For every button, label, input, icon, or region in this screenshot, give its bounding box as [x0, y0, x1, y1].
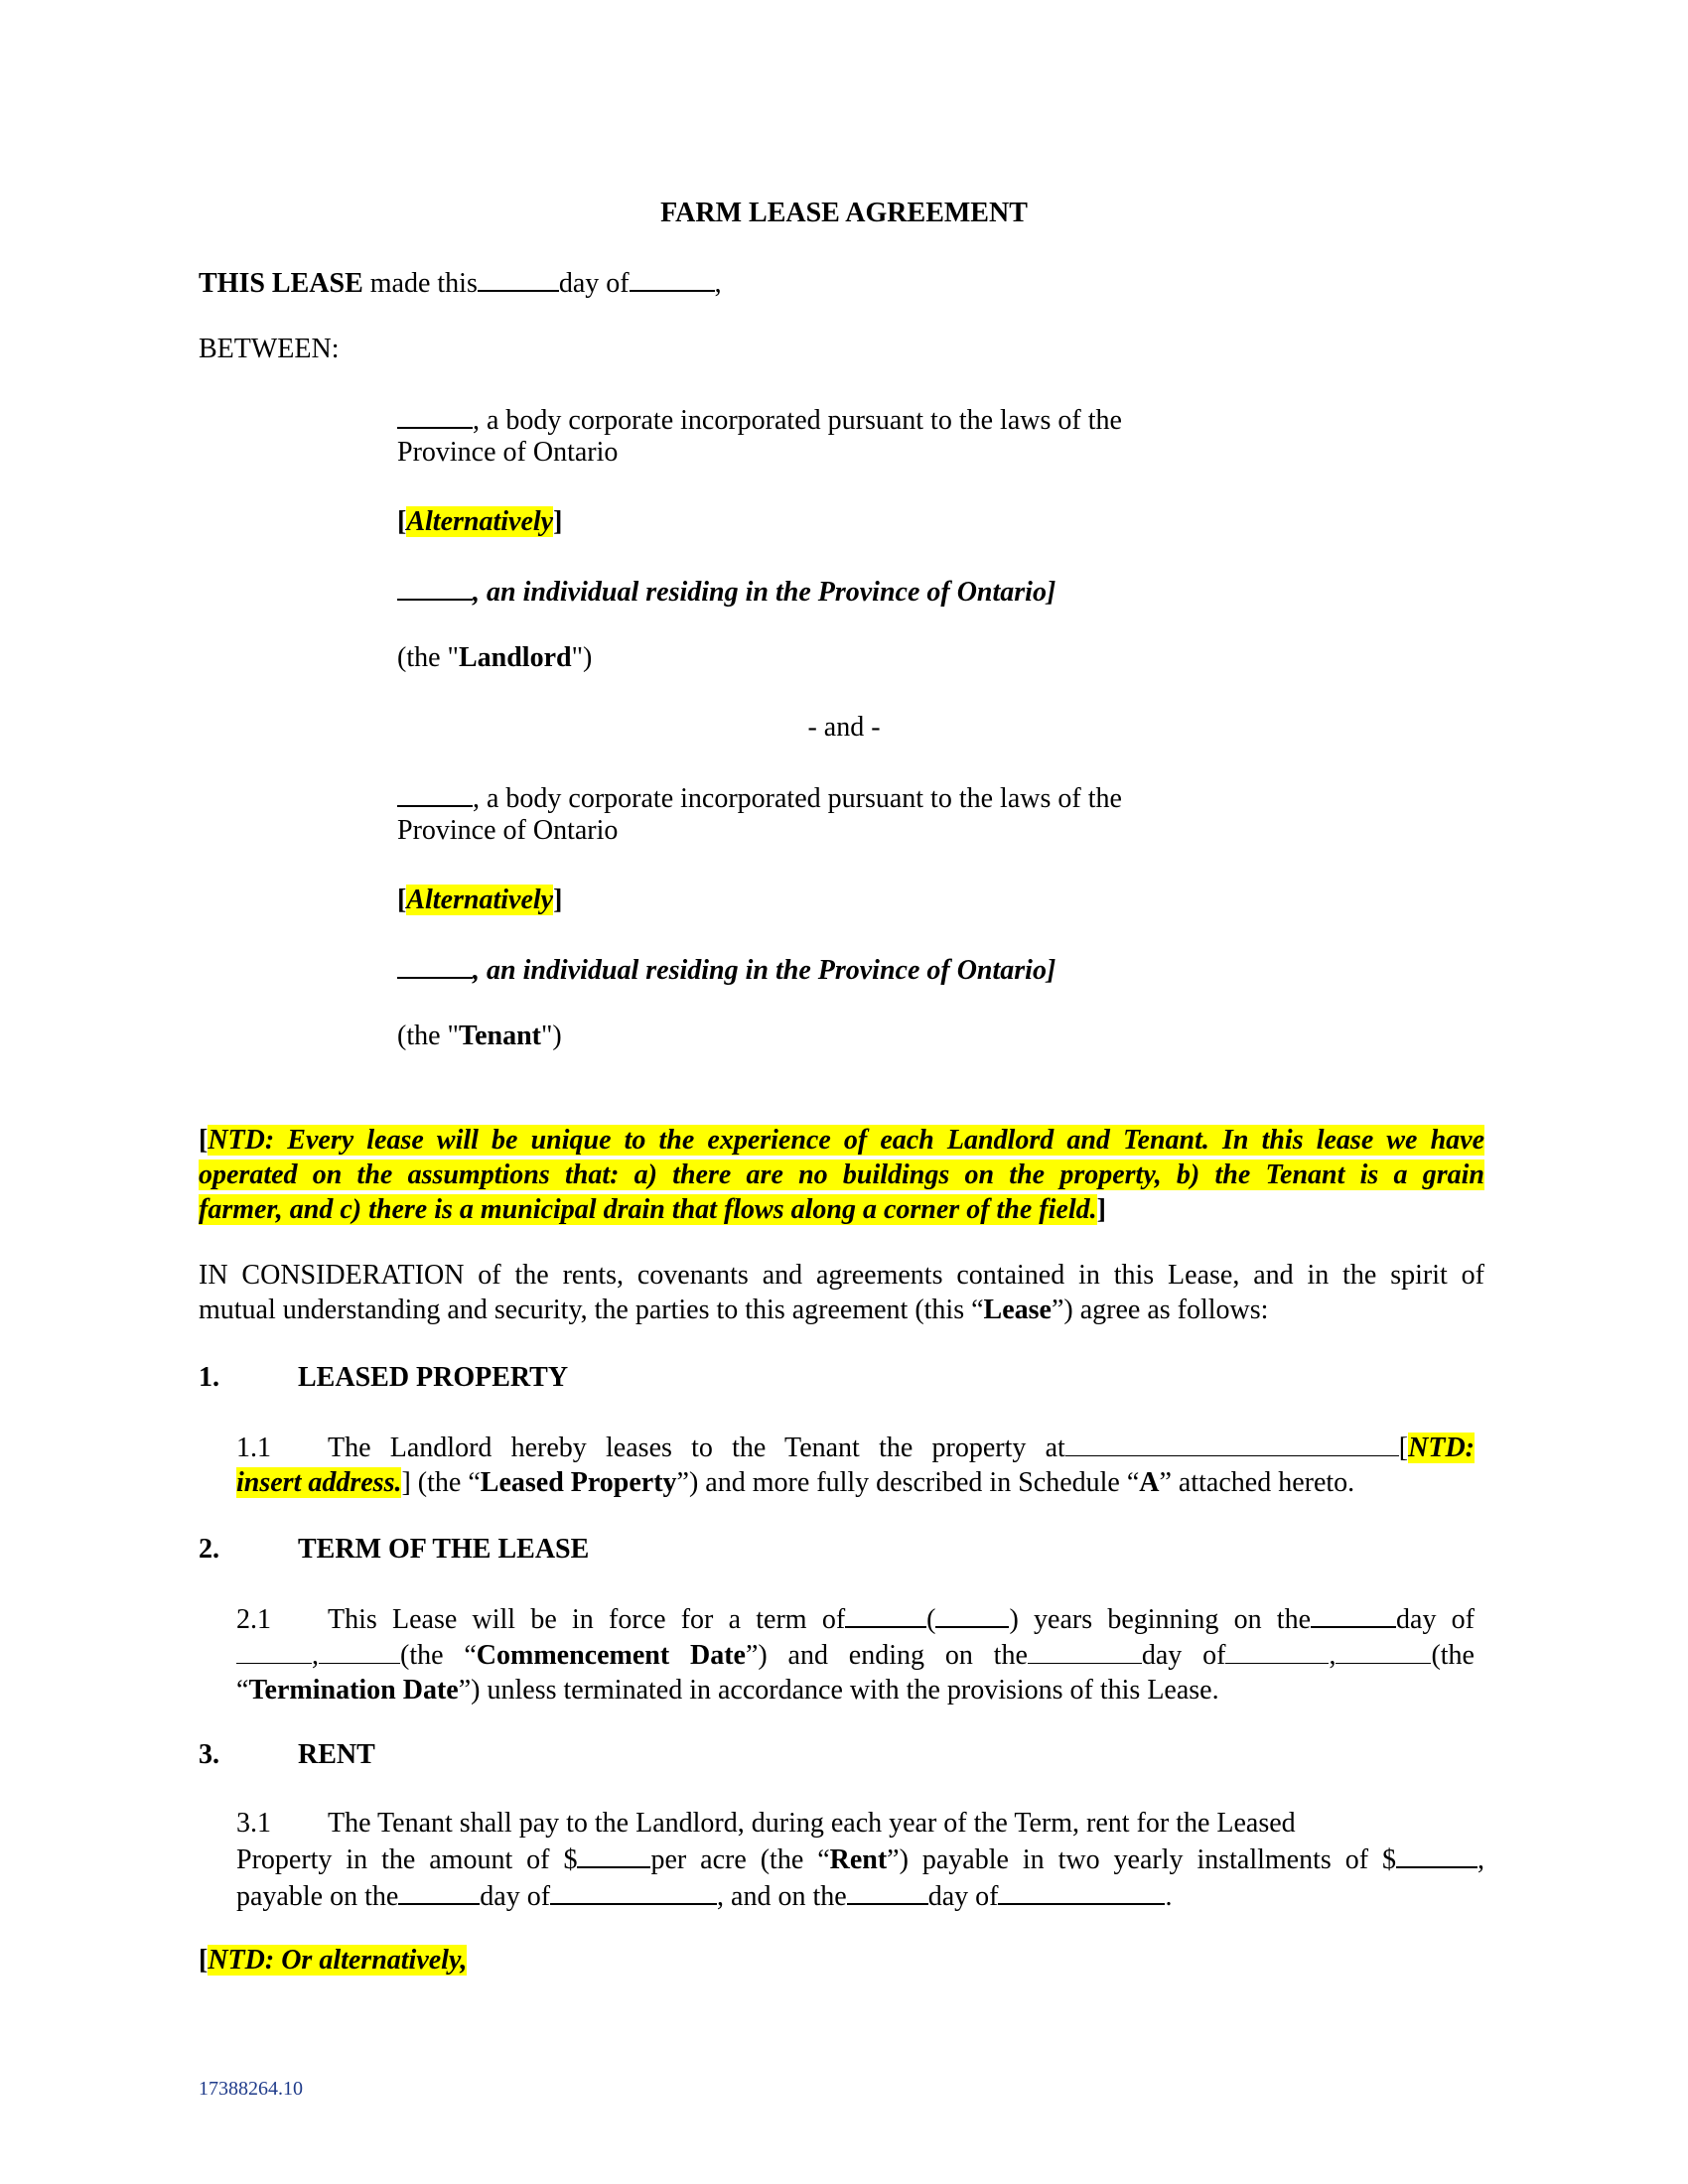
intro-comma: ,: [714, 268, 722, 299]
tenant-name-blank[interactable]: [397, 779, 473, 807]
tenant-individual-blank[interactable]: [397, 951, 473, 979]
tenant-defined: (the "Tenant"): [397, 1021, 562, 1051]
term-number-blank[interactable]: [935, 1600, 1009, 1628]
ntd-note-line1: [NTD: Every lease will be unique to the experience of each Landlord and Tenant. In this lease we have: [199, 1125, 1484, 1156]
intro-day-of: day of: [558, 268, 630, 299]
ntd-alternative-text: NTD: Or alternatively,: [208, 1945, 468, 1976]
installment-amount-blank[interactable]: [1396, 1841, 1477, 1868]
consideration-paragraph: [199, 1258, 1484, 1327]
start-month-blank[interactable]: [236, 1637, 312, 1664]
landlord-corp-text: , a body corporate incorporated pursuant to the laws of the: [473, 405, 1122, 436]
section-3-number: 3.: [199, 1739, 219, 1770]
between-label: BETWEEN:: [199, 334, 340, 364]
tenant-corp-line2: Province of Ontario: [397, 815, 619, 846]
clause-2-1: [236, 1600, 1475, 1707]
document-title: FARM LEASE AGREEMENT: [660, 198, 1028, 228]
clause-2-1-line2: , (the “Commencement Date”) and ending on the day of , (the: [236, 1637, 1475, 1673]
landlord-corp-line1: [397, 401, 1122, 438]
clause-3-1-line2: Property in the amount of $ per acre (the “Rent”) payable in two yearly installments of $ ,: [236, 1841, 1484, 1877]
section-1-number: 1.: [199, 1362, 219, 1393]
day-blank[interactable]: [478, 264, 559, 292]
end-year-blank[interactable]: [1336, 1637, 1431, 1664]
first-payment-day-blank[interactable]: [398, 1877, 480, 1905]
end-day-blank[interactable]: [1028, 1637, 1142, 1664]
landlord-alternatively: [Alternatively]: [397, 506, 563, 537]
clause-1-1-line2: insert address.] (the “Leased Property”) and more fully described in Schedule “A” attached hereto.: [236, 1467, 1355, 1498]
landlord-individual-line: [397, 573, 1055, 610]
clause-3-1-line1: 3.1 The Tenant shall pay to the Landlord, during each year of the Term, rent for the Leased: [236, 1808, 1296, 1839]
tenant-individual-line: [397, 951, 1055, 988]
clause-3-1-line3: payable on the day of , and on the day of .: [236, 1877, 1484, 1914]
tenant-individual-text: , an individual residing in the Province of Ontario]: [473, 955, 1056, 986]
tenant-corp-text: , a body corporate incorporated pursuant to the laws of the: [473, 783, 1122, 814]
landlord-corp-line2: Province of Ontario: [397, 437, 619, 468]
landlord-individual-text: , an individual residing in the Province of Ontario]: [473, 577, 1056, 608]
second-payment-day-blank[interactable]: [847, 1877, 928, 1905]
tenant-corp-line1: [397, 779, 1122, 816]
section-1-heading: LEASED PROPERTY: [298, 1362, 569, 1393]
ntd-note: [199, 1123, 1484, 1227]
and-separator: - and -: [807, 712, 881, 743]
landlord-individual-blank[interactable]: [397, 573, 473, 601]
second-payment-month-blank[interactable]: [998, 1877, 1165, 1905]
section-3-heading: RENT: [298, 1739, 375, 1770]
clause-1-1: [236, 1430, 1475, 1500]
clause-3-1: [236, 1806, 1484, 1914]
end-month-blank[interactable]: [1225, 1637, 1329, 1664]
landlord-name-blank[interactable]: [397, 401, 473, 429]
tenant-alternatively-text: Alternatively: [406, 885, 554, 915]
intro-lead: THIS LEASE: [199, 268, 363, 299]
clause-2-1-line1: 2.1 This Lease will be in force for a term of ( ) years beginning on the day of: [236, 1600, 1475, 1637]
ntd-note-line2: operated on the assumptions that: a) there are no buildings on the property, b) the Tenant is a grain: [199, 1160, 1484, 1190]
start-year-blank[interactable]: [319, 1637, 400, 1664]
section-2-number: 2.: [199, 1534, 219, 1565]
start-day-blank[interactable]: [1311, 1600, 1396, 1628]
rent-per-acre-blank[interactable]: [577, 1841, 650, 1868]
section-2-heading: TERM OF THE LEASE: [298, 1534, 590, 1565]
document-reference: 17388264.10: [199, 2078, 303, 2100]
month-blank[interactable]: [630, 264, 715, 292]
ntd-alternative: [NTD: Or alternatively,: [199, 1945, 468, 1976]
landlord-term: Landlord: [458, 642, 572, 673]
first-payment-month-blank[interactable]: [550, 1877, 717, 1905]
intro-made-this: made this: [362, 268, 478, 299]
consideration-line2: mutual understanding and security, the parties to this agreement (this “Lease”) agree as follows:: [199, 1295, 1269, 1325]
clause-1-1-line1: 1.1 The Landlord hereby leases to the Tenant the property at [NTD:: [236, 1430, 1475, 1465]
tenant-term: Tenant: [458, 1021, 541, 1051]
landlord-alternatively-text: Alternatively: [406, 506, 554, 537]
term-words-blank[interactable]: [845, 1600, 926, 1628]
clause-2-1-line3: “Termination Date”) unless terminated in accordance with the provisions of this Lease.: [236, 1675, 1219, 1706]
tenant-alternatively: [Alternatively]: [397, 885, 563, 915]
landlord-defined: (the "Landlord"): [397, 642, 593, 673]
address-blank[interactable]: [1065, 1430, 1399, 1456]
intro-line: [199, 264, 722, 301]
ntd-note-line3: farmer, and c) there is a municipal drain that flows along a corner of the field.]: [199, 1194, 1106, 1225]
consideration-line1: IN CONSIDERATION of the rents, covenants and agreements contained in this Lease, and in the spirit of: [199, 1260, 1484, 1291]
